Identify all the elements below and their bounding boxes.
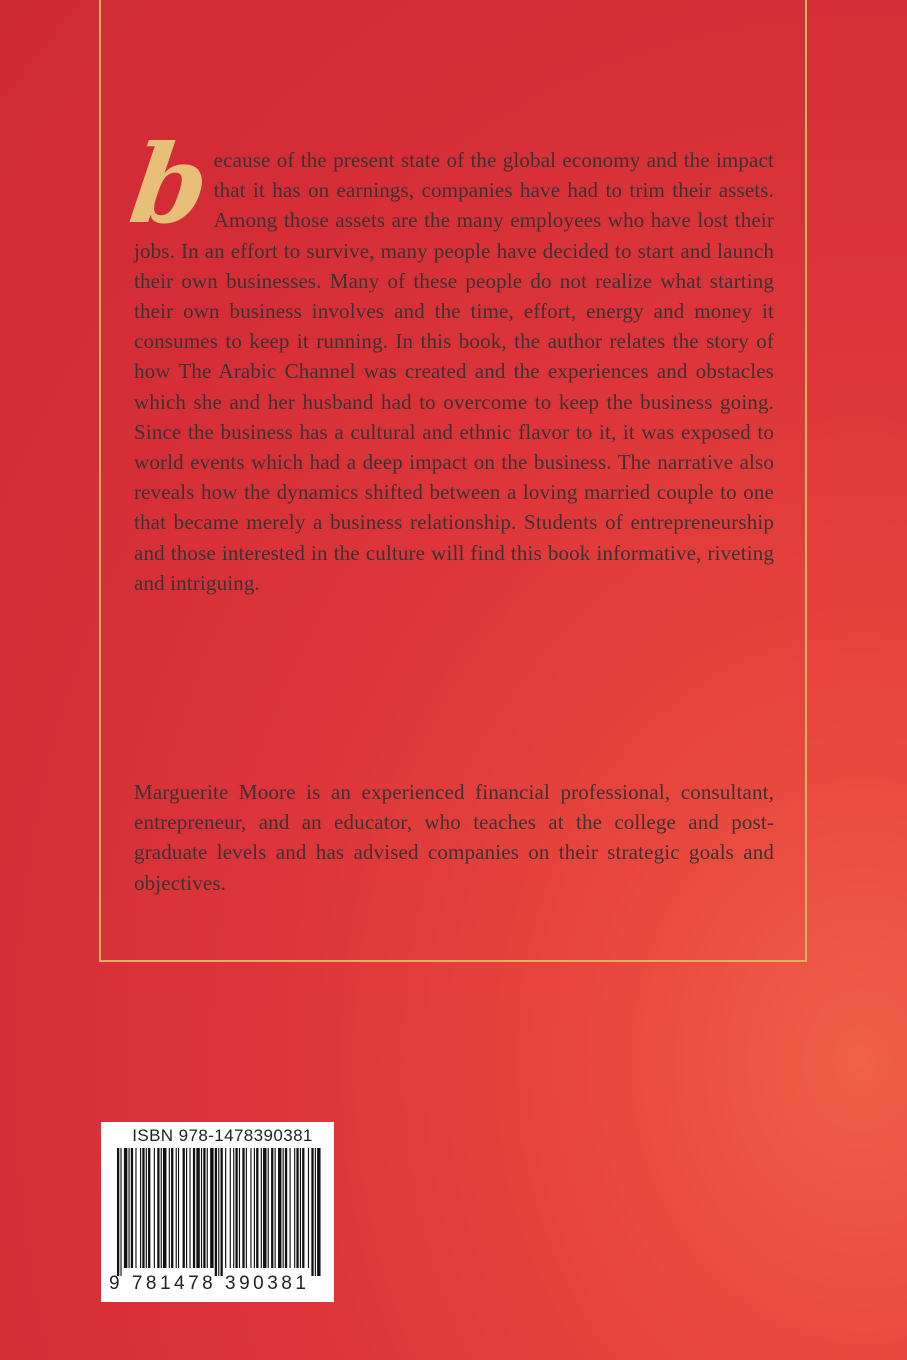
barcode-bar (300, 1148, 301, 1268)
barcode-bar (178, 1148, 179, 1268)
barcode-bar (233, 1148, 234, 1268)
barcode-bar (142, 1148, 144, 1268)
barcode-bar (157, 1148, 159, 1268)
barcode-bar (148, 1148, 150, 1268)
barcode-bar (135, 1148, 136, 1268)
barcode-bar (163, 1148, 166, 1268)
barcode-bar (171, 1148, 173, 1268)
barcode-bar (120, 1148, 121, 1276)
barcode-bar (154, 1148, 155, 1268)
barcode-bar (242, 1148, 244, 1268)
barcode-bar (193, 1148, 195, 1268)
description-text: ecause of the present state of the global economy and the impact that it has on earnings, companies have had to trim their assets. Among those assets are the many employees who have lost their jobs. In an effort to survive, many people have decided to start and launch their own businesses. Many of these people do not realize what starting their own business involves and the time, effort, energy and money it consumes to keep it running. In this book, the author relates the story of how The Arabic Channel was created and the experiences and obstacles which she and her husband had to overcome to keep the business going. Since the business has a cultural and ethnic flavor to it, it was exposed to world events which had a deep impact on the business. The narrative also reveals how the dynamics shifted between a loving married couple to one that became merely a business relationship. Students of entrepreneurship and those interested in the culture will find this book informative, riveting and intriguing. (134, 148, 774, 595)
drop-cap-letter: b (123, 122, 217, 248)
barcode-bar (230, 1148, 231, 1268)
barcode-bar (221, 1148, 223, 1276)
barcode-bar (283, 1148, 284, 1268)
barcode-bar (225, 1148, 226, 1268)
barcode-bar (239, 1148, 240, 1268)
barcode-bar (189, 1148, 190, 1268)
barcode-bar (263, 1148, 266, 1268)
barcode-bar (254, 1148, 255, 1268)
barcode-bar (124, 1148, 127, 1268)
author-bio: Marguerite Moore is an experienced financial professional, consultant, entrepreneur, and an educator, who teaches at the college and post-graduate levels and has advised companies on their strategic goals and objectives. (134, 780, 774, 895)
barcode-bar (256, 1148, 258, 1268)
barcode-bar (203, 1148, 205, 1268)
barcode-bar (235, 1148, 237, 1268)
barcode-bar (207, 1148, 208, 1268)
isbn-barcode (101, 1122, 334, 1302)
barcode-bar (308, 1148, 309, 1268)
barcode-bar (285, 1148, 287, 1268)
barcode-bar (296, 1148, 298, 1268)
barcode-bars-icon (109, 1148, 326, 1276)
barcode-bar (294, 1148, 295, 1268)
barcode-bar (131, 1148, 133, 1268)
barcode-bar (271, 1148, 273, 1268)
barcode-bar (201, 1148, 202, 1268)
barcode-bar (129, 1148, 130, 1268)
isbn-label: ISBN 978-1478390381 (132, 1126, 313, 1145)
barcode-bar (278, 1148, 281, 1268)
barcode-bar (261, 1148, 262, 1268)
barcode-bar (317, 1148, 320, 1276)
barcode-bar (302, 1148, 304, 1268)
barcode-bar (311, 1148, 313, 1276)
barcode-bar (250, 1148, 251, 1268)
barcode-bar (210, 1148, 213, 1268)
barcode-bar (315, 1148, 316, 1276)
barcode-bar (275, 1148, 276, 1268)
barcode-bar (161, 1148, 162, 1268)
barcode-bar (117, 1148, 119, 1276)
barcode-bar (246, 1148, 247, 1268)
barcode-digits: 9 781478 390381 (109, 1273, 310, 1294)
barcode-bar (186, 1148, 187, 1268)
barcode-bar (268, 1148, 269, 1268)
barcode-bar (146, 1148, 147, 1268)
barcode-bar (140, 1148, 141, 1268)
barcode-bar (169, 1148, 170, 1268)
barcode-bar (176, 1148, 177, 1268)
barcode-bar (290, 1148, 291, 1268)
barcode-bar (218, 1148, 219, 1276)
barcode-bar (183, 1148, 185, 1268)
barcode-bar (215, 1148, 217, 1276)
book-description (123, 122, 774, 598)
barcode-bar (196, 1148, 199, 1268)
